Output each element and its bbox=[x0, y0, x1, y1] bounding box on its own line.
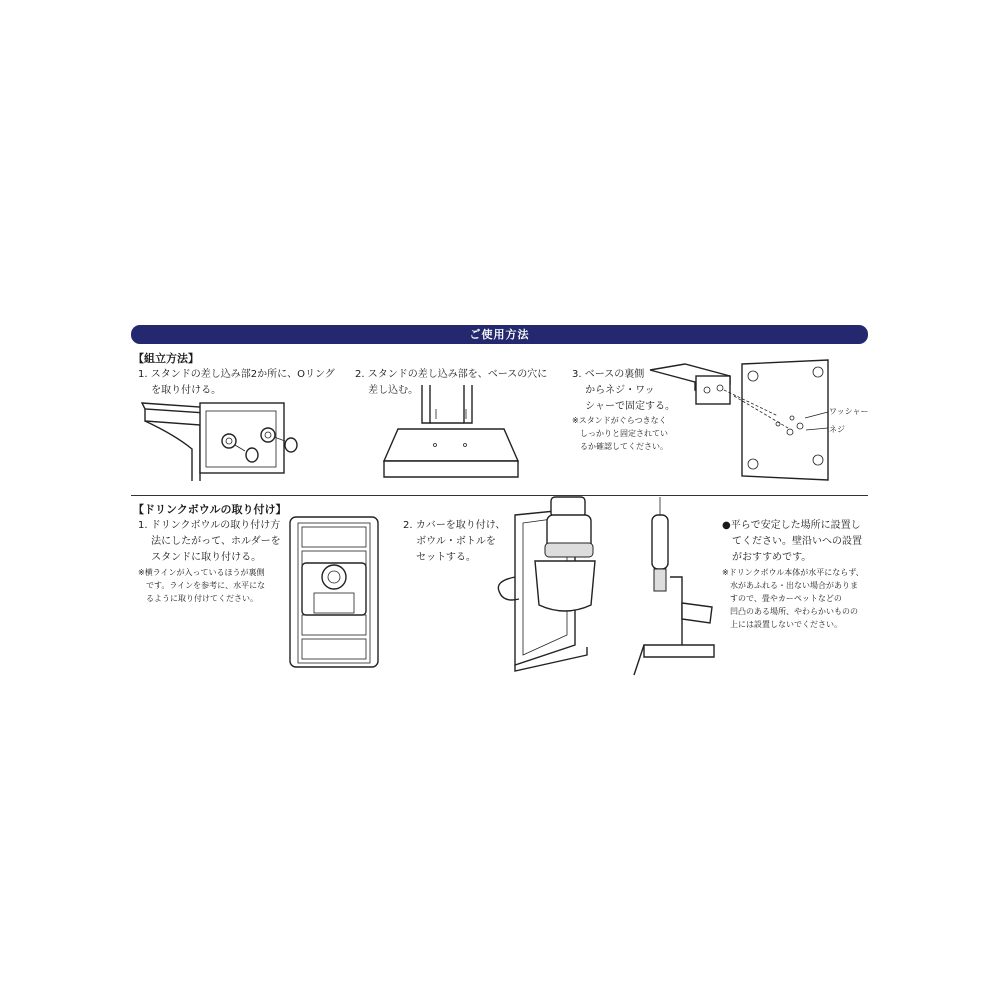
label-screw: ネジ bbox=[829, 425, 845, 434]
assembly-step1-text: 1. スタンドの差し込み部2か所に、Oリング を取り付ける。 bbox=[138, 369, 335, 396]
banner-title: ご使用方法 bbox=[469, 328, 530, 341]
bowl-step2-text: 2. カバーを取り付け、 ボウル・ボトルを セットする。 bbox=[403, 520, 506, 563]
assembly-step3-note: ※スタンドがぐらつきなく しっかりと固定されてい るか確認してください。 bbox=[572, 416, 668, 451]
stand-oring-illustration bbox=[140, 395, 310, 485]
bowl-tip-note: ※ドリンクボウル本体が水平にならず、 水があふれる・出ない場合がありま すので、畳やカーペットなどの 凹凸のある場所、やわらかいものの 上には設置しないでください。 bbox=[722, 568, 864, 629]
stand-base-illustration bbox=[380, 385, 520, 485]
holder-stand-illustration bbox=[288, 515, 383, 670]
base-screw-illustration bbox=[650, 360, 850, 485]
bowl-step1-text: 1. ドリンクボウルの取り付け方 法にしたがって、ホルダーを スタンドに取り付ける。 bbox=[138, 520, 281, 563]
assembly-step3-text: 3. ベースの裏側 からネジ・ワッ シャーで固定する。 bbox=[572, 369, 675, 412]
assembly-heading: 【組立方法】 bbox=[133, 352, 199, 365]
bowl-bottle-illustration bbox=[495, 495, 595, 675]
usage-banner bbox=[131, 325, 868, 344]
bowl-heading: 【ドリンクボウルの取り付け】 bbox=[133, 503, 287, 516]
wall-placement-illustration bbox=[630, 495, 720, 680]
bowl-step1-note: ※横ラインが入っているほうが裏側 です。ラインを参考に、水平にな るように取り付けてください。 bbox=[138, 568, 266, 603]
label-washer: ワッシャー bbox=[829, 407, 869, 416]
assembly-step2-text: 2. スタンドの差し込み部を、ベースの穴に 差し込む。 bbox=[355, 369, 548, 396]
bowl-tip-text: ●平らで安定した場所に設置し てください。壁沿いへの設置 がおすすめです。 bbox=[722, 520, 862, 563]
